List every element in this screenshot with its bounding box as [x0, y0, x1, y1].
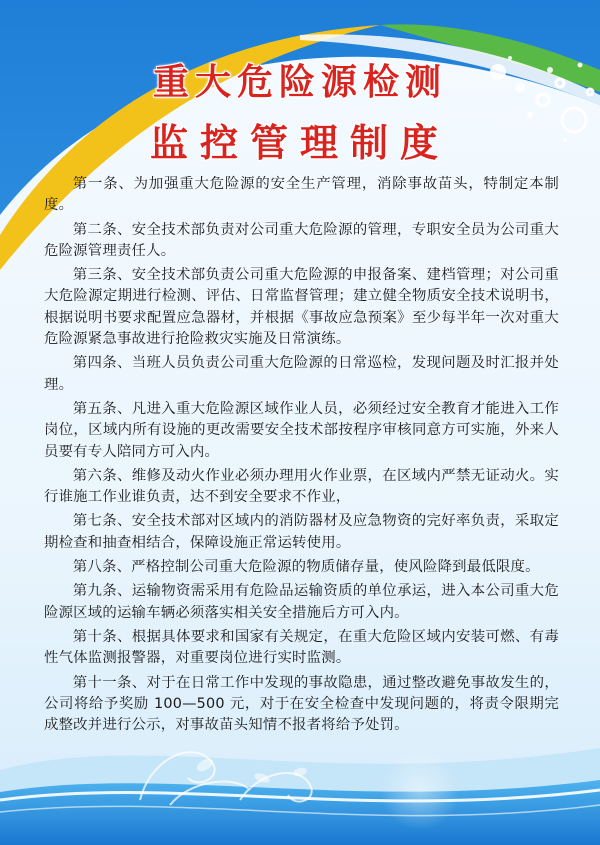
regulation-body [44, 174, 559, 739]
article-8: 第八条、严格控制公司重大危险源的物质储存量，使风险降到最低限度。 [72, 559, 540, 576]
article-3: 第三条、安全技术部负责公司重大危险源的申报备案、建档管理；对公司重大危险源定期进行检测、评估、日常监督管理；建立健全物质安全技术说明书，根据说明书要求配置应急器材，并根据《事故应急预案》至少每半年一次对重大危险源紧急事故进行抢险救灾实施及日常演练。 [44, 267, 559, 348]
article-11: 第十一条、对于在日常工作中发现的事故隐患，通过整改避免事故发生的，公司将给予奖励 100—500 元，对于在安全检查中发现问题的，将责令限期完成整改并进行公示，对事故苗头知情不报者将给予处罚。 [44, 674, 559, 734]
poster-title-line2: 监控管理制度 [149, 121, 450, 165]
article-6: 第六条、维修及动火作业必须办理用火作业票，在区域内严禁无证动火。实行谁施工作业谁负责，达不到安全要求不作业， [44, 467, 559, 506]
article-10: 第十条、根据具体要求和国家有关规定，在重大危险区域内安装可燃、有毒性气体监测报警器，对重要岗位进行实时监测。 [44, 628, 559, 667]
article-2: 第二条、安全技术部负责对公司重大危险源的管理，专职安全员为公司重大危险源管理责任人。 [44, 221, 559, 259]
poster-title-line1: 重大危险源检测 [152, 62, 447, 103]
article-4: 第四条、当班人员负责公司重大危险源的日常巡检，发现问题及时汇报并处理。 [44, 355, 559, 393]
article-5: 第五条、凡进入重大危险源区域作业人员，必须经过安全教育才能进入工作岗位，区域内所有设施的更改需要安全技术部按程序审核同意方可实施，外来人员要有专人陪同方可入内。 [44, 400, 559, 460]
article-7: 第七条、安全技术部对区域内的消防器材及应急物资的完好率负责，采取定期检查和抽查相结合，保障设施正常运转使用。 [44, 513, 559, 551]
article-1: 第一条、为加强重大危险源的安全生产管理，消除事故苗头，特制定本制度。 [44, 176, 559, 214]
article-9: 第九条、运输物资需采用有危险品运输资质的单位承运，进入本公司重大危险源区域的运输车辆必须落实相关安全措施后方可入内。 [44, 583, 559, 621]
